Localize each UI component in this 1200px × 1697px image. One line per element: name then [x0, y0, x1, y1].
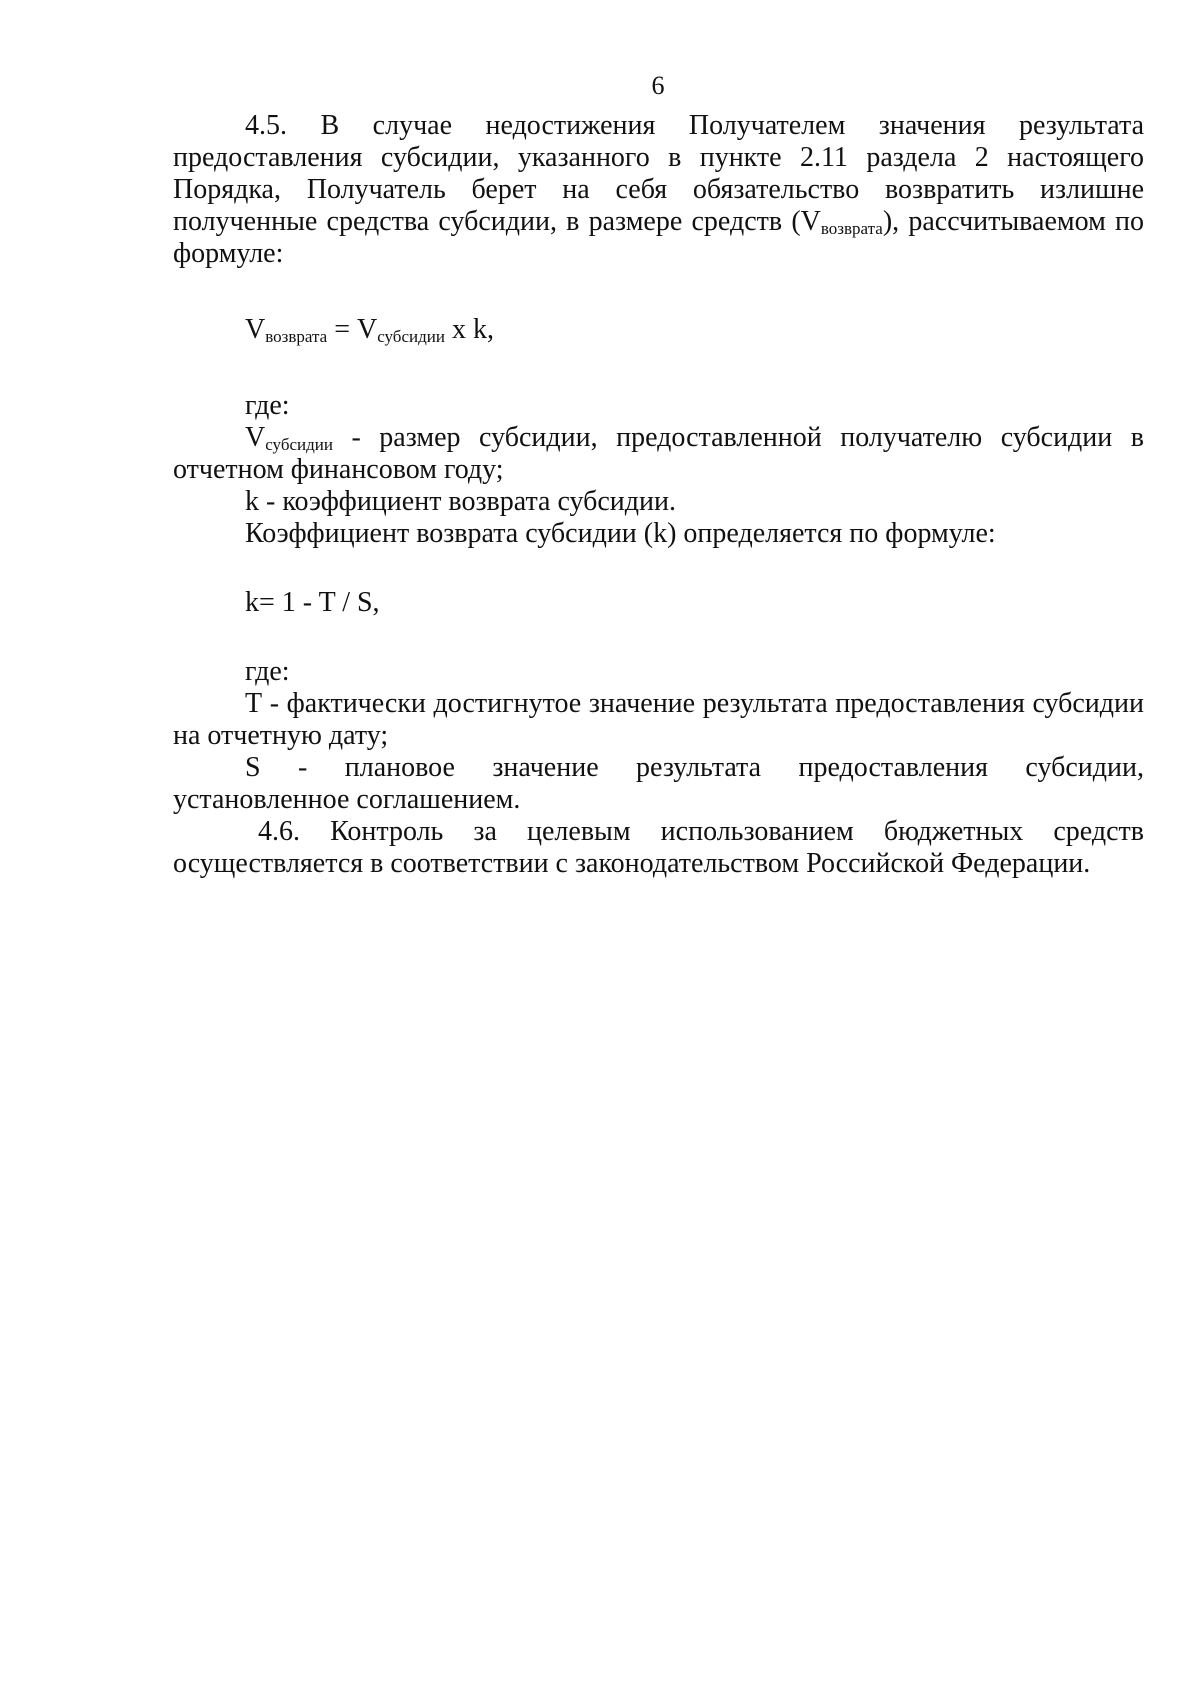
definition-s: S - плановое значение результата предоставления субсидии, установленное соглашением.: [173, 752, 1144, 815]
paragraph-4-5: [173, 110, 1144, 270]
where-label-2: где:: [245, 656, 290, 687]
paragraph-4-5-end: ), рассчитываемом по формуле:: [173, 206, 1144, 269]
document-body: [173, 110, 1144, 880]
definition-k: k - коэффициент возврата субсидии.: [245, 486, 677, 517]
formula-v-vozvrata: $V_{возврата} = V_{субсидии}$ x k,: [245, 314, 494, 346]
paragraph-4-5-text: 4.5. В случае недостижения Получателем значения результата предоставления субсидии, указанного в пункте 2.11 раздела 2 настоящего Порядка, Получатель берет на себя обязательство возвратить излишне полученные средства субсидии, в размере средств (V: [173, 110, 1144, 237]
where-label-1: где:: [245, 390, 290, 421]
definition-t: Т - фактически достигнутое значение результата предоставления субсидии на отчетную дату;: [173, 688, 1144, 751]
formula-k: k= 1 - T / S,: [245, 587, 380, 618]
k-formula-intro: Коэффициент возврата субсидии (k) определяется по формуле:: [245, 518, 996, 549]
definition-v-subsidii: $V_{субсидии}$ - размер субсидии, предоставленной получателю субсидии в отчетном финансовом году;: [173, 422, 1144, 485]
paragraph-4-6: 4.6. Контроль за целевым использованием бюджетных средств осуществляется в соответствии с законодательством Российской Федерации.: [173, 816, 1144, 879]
subscript-vozvrata: возврата: [820, 219, 883, 238]
page-number: 6: [651, 71, 665, 100]
